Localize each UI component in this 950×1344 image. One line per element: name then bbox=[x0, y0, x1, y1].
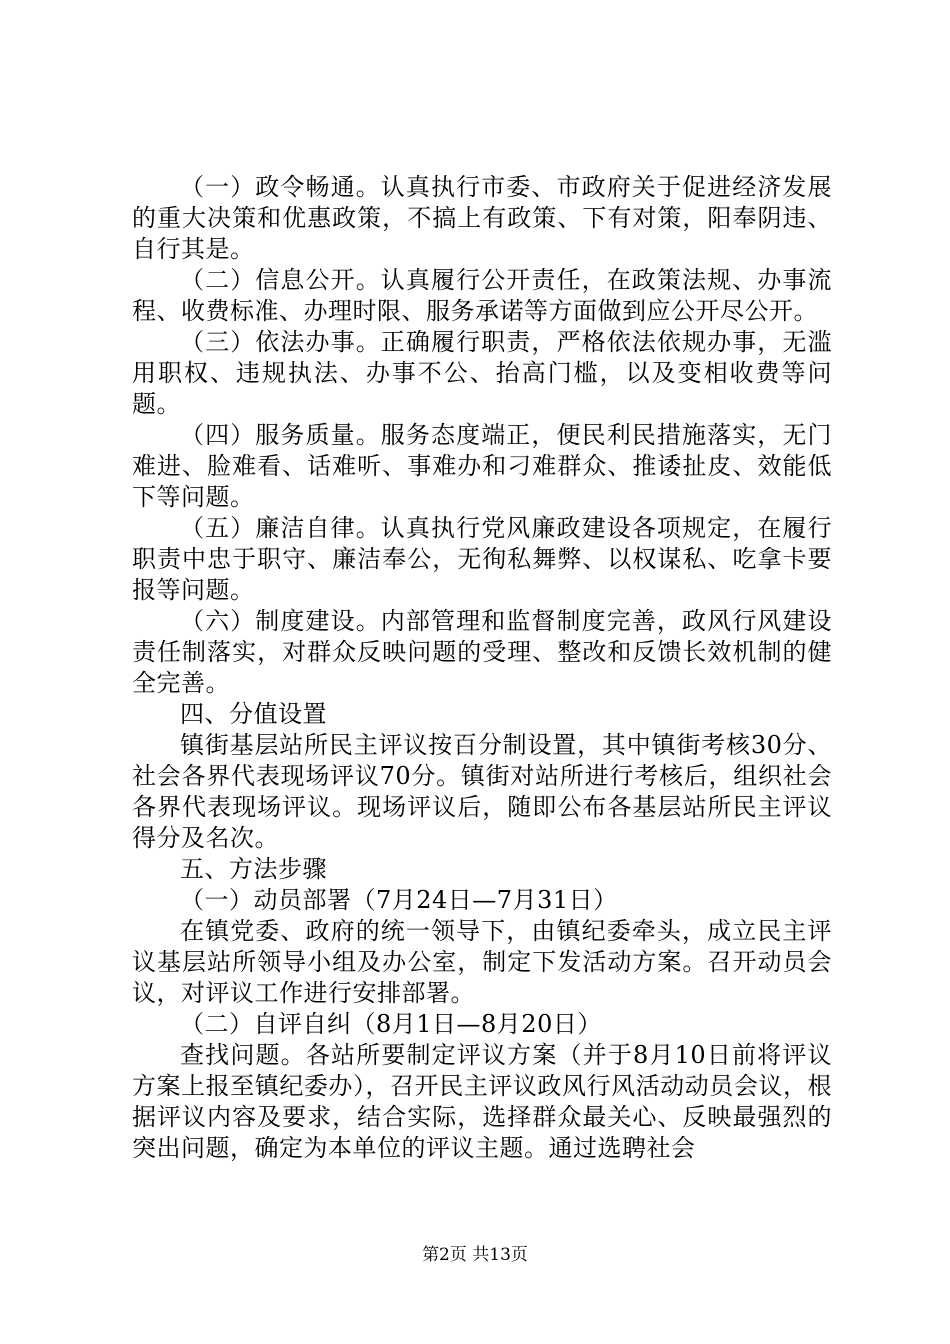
paragraph-service-quality: （四）服务质量。服务态度端正，便民利民措施落实，无门难进、脸难看、话难听、事难办和刁难群众、推诿扯皮、效能低下等问题。 bbox=[132, 421, 832, 511]
section-heading-methods-steps: 五、方法步骤 bbox=[180, 855, 327, 883]
paragraph-system-building: （六）制度建设。内部管理和监督制度完善，政风行风建设责任制落实，对群众反映问题的受理、整改和反馈长效机制的健全完善。 bbox=[132, 607, 832, 697]
paragraph-policy-smoothness: （一）政令畅通。认真执行市委、市政府关于促进经济发展的重大决策和优惠政策，不搞上有政策、下有对策，阳奉阴违、自行其是。 bbox=[132, 173, 832, 263]
subheading-self-evaluation: （二）自评自纠（8月1日—8月20日） bbox=[180, 1010, 602, 1038]
paragraph-integrity-self-discipline: （五）廉洁自律。认真执行党风廉政建设各项规定，在履行职责中忠于职守、廉洁奉公，无徇私舞弊、以权谋私、吃拿卡要报等问题。 bbox=[132, 514, 832, 604]
paragraph-self-evaluation: 查找问题。各站所要制定评议方案（并于8月10日前将评议方案上报至镇纪委办），召开民主评议政风行风活动动员会议，根据评议内容及要求，结合实际，选择群众最关心、反映最强烈的突出问题，确定为本单位的评议主题。通过选聘社会 bbox=[132, 1041, 832, 1162]
document-body bbox=[132, 172, 832, 1164]
paragraph-score-setting: 镇街基层站所民主评议按百分制设置，其中镇街考核30分、社会各界代表现场评议70分。镇街对站所进行考核后，组织社会各界代表现场评议。现场评议后，随即公布各基层站所民主评议得分及名次。 bbox=[132, 731, 832, 852]
page-number-footer: 第2页 共13页 bbox=[422, 1245, 528, 1265]
subheading-mobilization: （一）动员部署（7月24日—7月31日） bbox=[180, 886, 618, 914]
section-heading-score-setting: 四、分值设置 bbox=[180, 700, 327, 728]
paragraph-lawful-handling: （三）依法办事。正确履行职责，严格依法依规办事，无滥用职权、违规执法、办事不公、抬高门槛，以及变相收费等问题。 bbox=[132, 328, 832, 418]
paragraph-information-disclosure: （二）信息公开。认真履行公开责任，在政策法规、办事流程、收费标准、办理时限、服务承诺等方面做到应公开尽公开。 bbox=[132, 266, 832, 325]
paragraph-mobilization: 在镇党委、政府的统一领导下，由镇纪委牵头，成立民主评议基层站所领导小组及办公室，制定下发活动方案。召开动员会议，对评议工作进行安排部署。 bbox=[132, 917, 832, 1007]
